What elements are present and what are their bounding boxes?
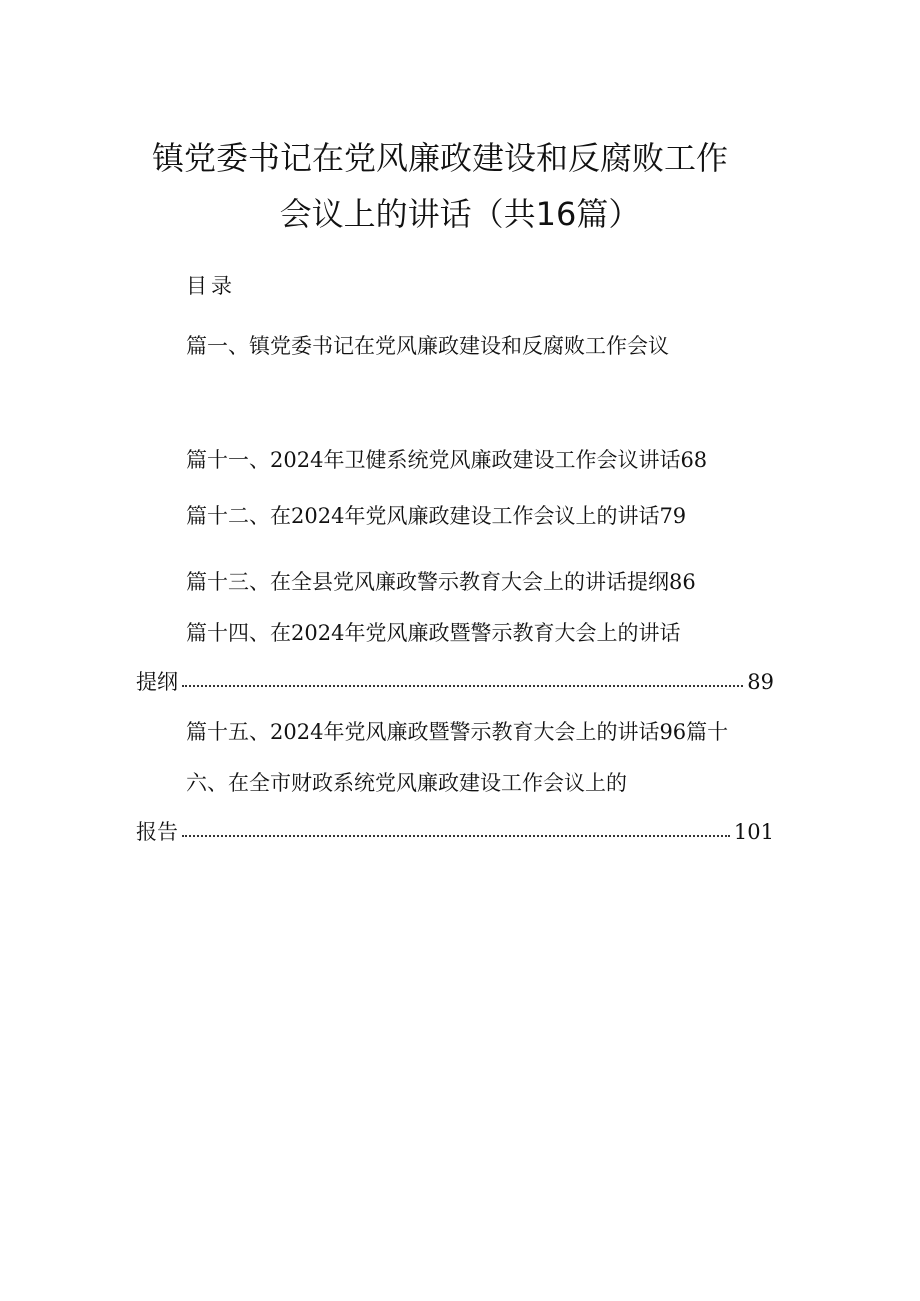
toc-entry-1[interactable]: 篇一、镇党委书记在党风廉政建设和反腐败工作会议: [186, 334, 669, 358]
toc-entry-14-tail: 提纲: [136, 670, 178, 694]
dot-leader: [182, 675, 743, 687]
toc-entry-13[interactable]: 篇十三、在全县党风廉政警示教育大会上的讲话提纲86: [186, 570, 696, 594]
toc-entry-15[interactable]: 篇十五、2024年党风廉政暨警示教育大会上的讲话96篇十: [186, 720, 729, 744]
document-title-line-2: 会议上的讲话（共16篇）: [279, 195, 641, 233]
toc-label: 目录: [186, 274, 236, 298]
dot-leader: [182, 825, 730, 837]
toc-entry-16-continuation[interactable]: [136, 816, 774, 846]
toc-entry-14-continuation[interactable]: [136, 666, 774, 696]
toc-entry-14[interactable]: 篇十四、在2024年党风廉政暨警示教育大会上的讲话: [186, 621, 681, 645]
toc-entry-16-tail: 报告: [136, 820, 178, 844]
toc-entry-16-page: 101: [733, 820, 774, 844]
document-title-line-1: 镇党委书记在党风廉政建设和反腐败工作: [151, 139, 728, 177]
toc-entry-11[interactable]: 篇十一、2024年卫健系统党风廉政建设工作会议讲话68: [186, 448, 708, 472]
toc-entry-16[interactable]: 六、在全市财政系统党风廉政建设工作会议上的: [186, 771, 627, 795]
toc-entry-14-page: 89: [747, 670, 774, 694]
toc-entry-12[interactable]: 篇十二、在2024年党风廉政建设工作会议上的讲话79: [186, 504, 687, 528]
